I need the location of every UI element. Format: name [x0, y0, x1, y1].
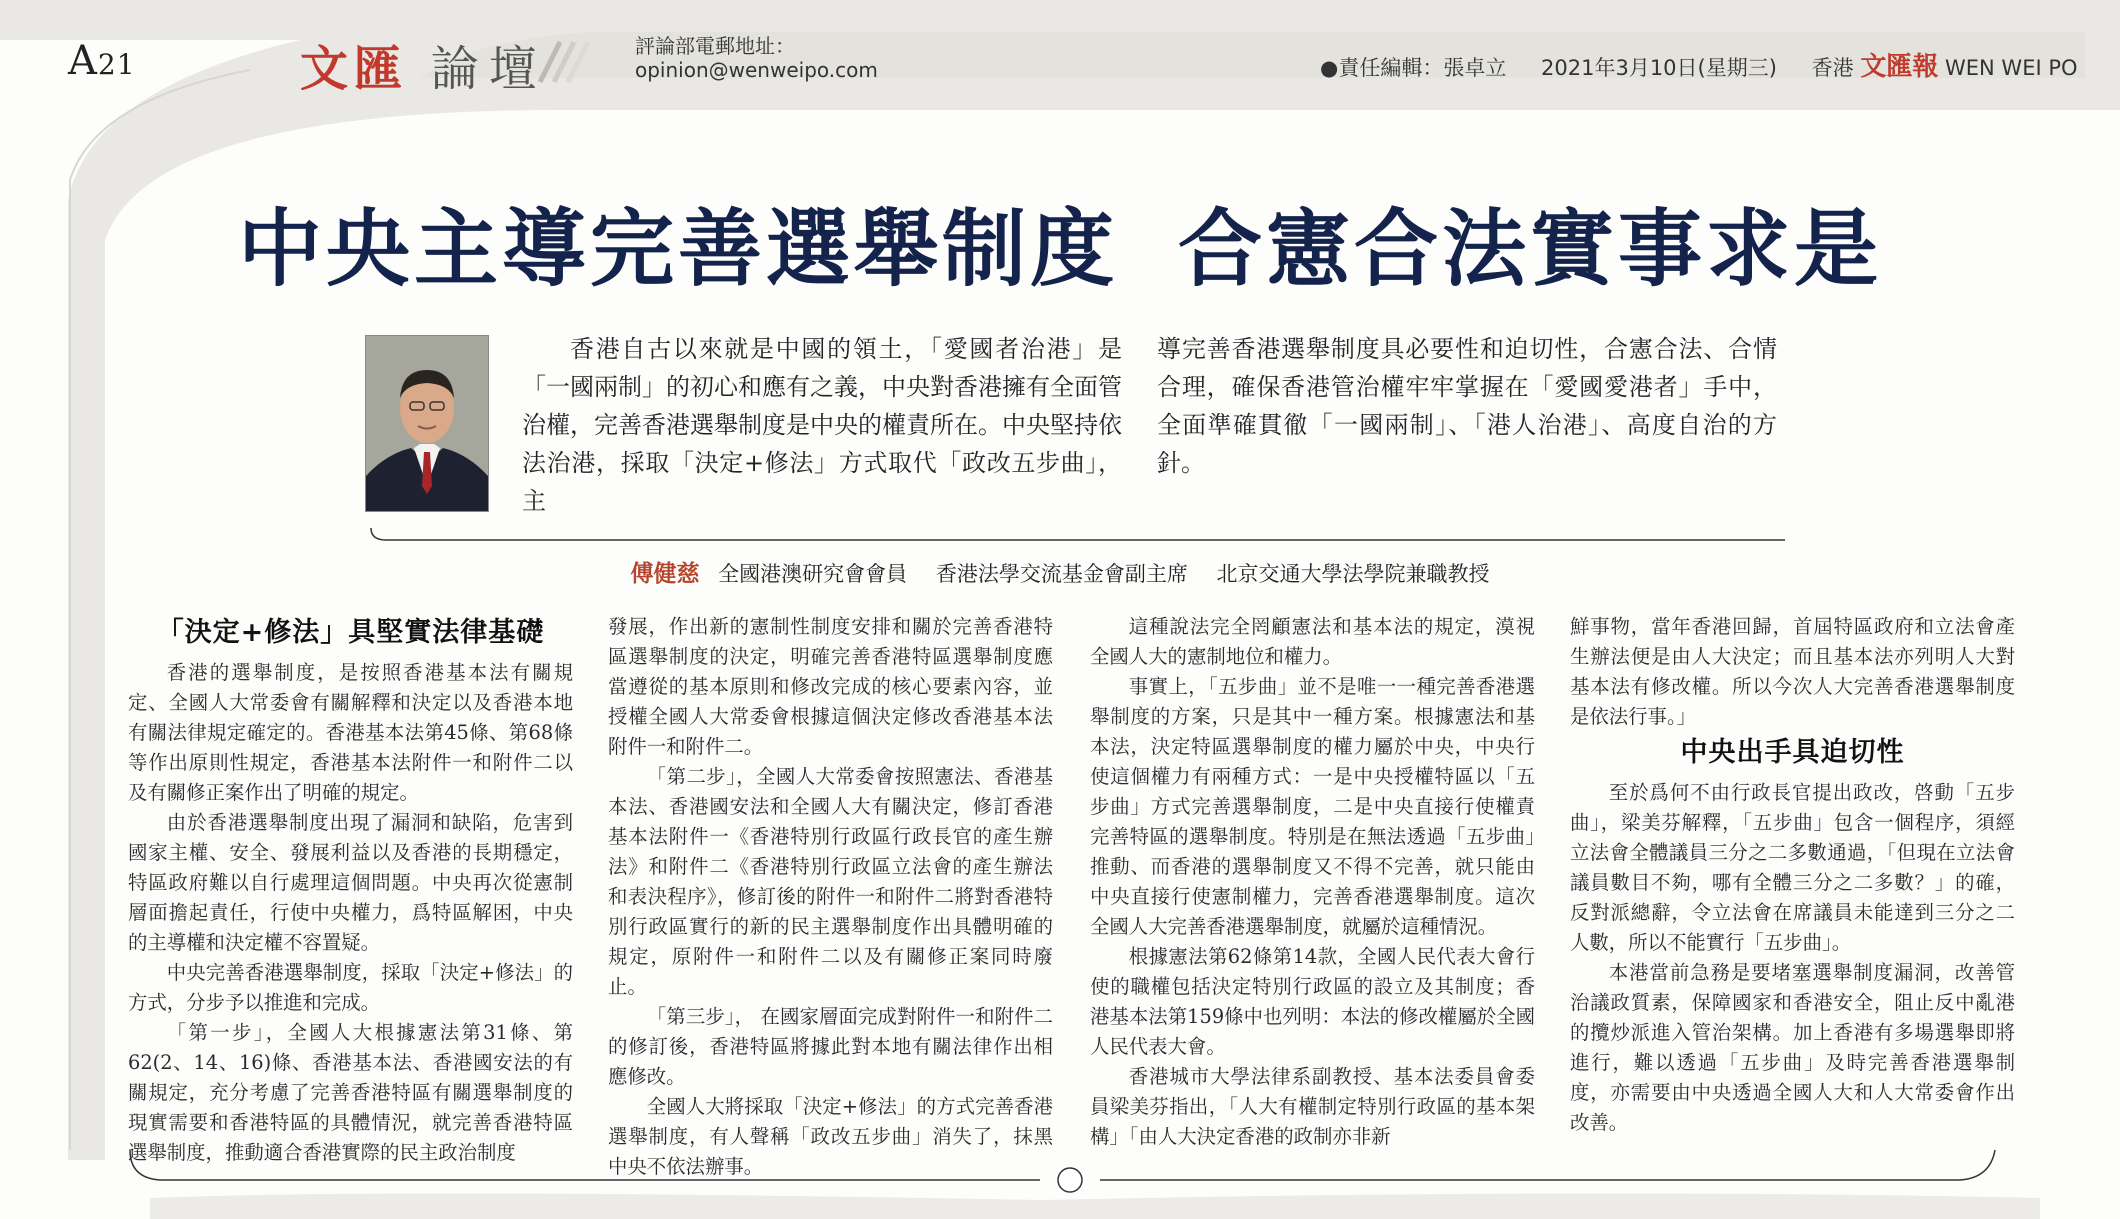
paragraph: 發展，作出新的憲制性制度安排和關於完善香港特區選舉制度的決定，明確完善香港特區選舉制度應當遵從的基本原則和修改完成的核心要素內容，並授權全國人大常委會根據這個決定修改香港基本法附件一和附件二。: [608, 615, 1053, 758]
email-label: 評論部電郵地址：: [635, 34, 795, 58]
author-title-3: 北京交通大學法學院兼職教授: [1216, 562, 1490, 586]
paragraph: 至於爲何不由行政長官提出政改，啓動「五步曲」，梁美芬解釋，「五步曲」包含一個程序，須經立法會全體議員三分之二多數通過，「但現在立法會議員數目不夠，哪有全體三分之二多數？」的確，反對派總辭，令立法會在席議員未能達到三分之二人數，所以不能實行「五步曲」。: [1570, 781, 2015, 954]
headline: [0, 182, 2120, 303]
section-logo: [300, 30, 547, 99]
paragraph: 根據憲法第62條第14款，全國人民代表大會行使的職權包括決定特別行政區的設立及其制度；香港基本法第159條中也列明：本法的修改權屬於全國人民代表大會。: [1090, 945, 1535, 1058]
intro-column-1: 香港自古以來就是中國的領土，「愛國者治港」是「一國兩制」的初心和應有之義，中央對香港擁有全面管治權，完善香港選舉制度是中央的權責所在。中央堅持依法治港，採取「決定+修法」方式取代「政改五步曲」，主: [522, 335, 1122, 515]
email-block: [635, 34, 878, 82]
paragraph: 「第三步」， 在國家層面完成對附件一和附件二的修訂後，香港特區將據此對本地有關法律作出相應修改。: [608, 1005, 1053, 1088]
paragraph: 「第一步」，全國人大根據憲法第31條、第62(2、14、16)條、香港基本法、香港國安法的有關規定，充分考慮了完善香港特區有關選舉制度的現實需要和香港特區的具體情況，就完善香港特區選舉制度，推動適合香港實際的民主政治制度: [128, 1021, 573, 1164]
article-column-1: [128, 612, 573, 1168]
paragraph: 香港城市大學法律系副教授、基本法委員會委員梁美芬指出，「人大有權制定特別行政區的基本架構」「由人大決定香港的政制亦非新: [1090, 1065, 1535, 1148]
section-logo-brand: 文匯: [300, 41, 409, 97]
paragraph: 這種說法完全罔顧憲法和基本法的規定，漠視全國人大的憲制地位和權力。: [1090, 615, 1535, 668]
subheading-legal-basis: 「決定+修法」具堅實法律基礎: [156, 617, 545, 648]
article-column-2: [608, 612, 1053, 1182]
author-title-2: 香港法學交流基金會副主席: [935, 562, 1188, 586]
paragraph: 全國人大將採取「決定+修法」的方式完善香港選舉制度，有人聲稱「政改五步曲」消失了，抹黑中央不依法辦事。: [608, 1095, 1053, 1178]
paragraph: 事實上，「五步曲」並不是唯一一種完善香港選舉制度的方案，只是其中一種方案。根據憲法和基本法，決定特區選舉制度的權力屬於中央，中央行使這個權力有兩種方式：一是中央授權特區以「五步曲」方式完善選舉制度，二是中央直接行使權責完善特區的選舉制度。特別是在無法透過「五步曲」推動、而香港的選舉制度又不得不完善，就只能由中央直接行使憲制權力，完善香港選舉制度。這次全國人大完善香港選舉制度，就屬於這種情況。: [1090, 675, 1535, 938]
intro-divider: [370, 528, 1785, 544]
header-stripes-icon: [530, 38, 610, 84]
paragraph: 中央完善香港選舉制度，採取「決定+修法」的方式，分步予以推進和完成。: [128, 961, 573, 1014]
portrait-image: [366, 336, 488, 511]
subheading-urgency: 中央出手具迫切性: [1680, 737, 1905, 768]
section-logo-title: 論壇: [430, 41, 547, 97]
paragraph: 香港的選舉制度，是按照香港基本法有關規定、全國人大常委會有關解釋和決定以及香港本地有關法律規定確定的。香港基本法第45條、第68條等作出原則性規定，香港基本法附件一和附件二以及有關修正案作出了明確的規定。: [128, 661, 573, 804]
paragraph: 鮮事物，當年香港回歸，首屆特區政府和立法會產生辦法便是由人大決定；而且基本法亦列明人大對基本法有修改權。所以今次人大完善香港選舉制度是依法行事。」: [1570, 615, 2015, 728]
article-column-3: [1090, 612, 1535, 1152]
issue-date: 2021年3月10日(星期三): [1541, 56, 1777, 80]
byline: [0, 555, 2120, 588]
paragraph: 由於香港選舉制度出現了漏洞和缺陷，危害到國家主權、安全、發展利益以及香港的長期穩定，特區政府難以自行處理這個問題。中央再次從憲制層面擔起責任，行使中央權力，爲特區解困，中央的主導權和決定權不容置疑。: [128, 811, 573, 954]
header-info: [1320, 46, 2078, 83]
author-title-1: 全國港澳研究會會員: [718, 562, 908, 586]
bottom-frame: [0, 1140, 2120, 1219]
paragraph: 本港當前急務是要堵塞選舉制度漏洞，改善管治議政質素，保障國家和香港安全，阻止反中亂港的攬炒派進入管治架構。加上香港有多場選舉即將進行，難以透過「五步曲」及時完善香港選舉制度，亦需要由中央透過全國人大和人大常委會作出改善。: [1570, 961, 2015, 1134]
article-column-4: [1570, 612, 2015, 1138]
email-address[interactable]: opinion@wenweipo.com: [635, 58, 878, 82]
page-number: [68, 38, 136, 84]
page-prefix: A: [68, 38, 98, 84]
editor-credit: ●責任編輯：張卓立: [1320, 56, 1507, 80]
headline-part2: 合憲合法實事求是: [1178, 199, 1883, 298]
paragraph: 「第二步」，全國人大常委會按照憲法、香港基本法、香港國安法和全國人大有關決定，修訂香港基本法附件一《香港特別行政區行政長官的產生辦法》和附件二《香港特別行政區立法會的產生辦法和表決程序》，修訂後的附件一和附件二將對香港特別行政區實行的新的民主選舉制度作出具體明確的規定，原附件一和附件二以及有關修正案同時廢止。: [608, 765, 1053, 998]
headline-part1: 中央主導完善選舉制度: [237, 199, 1118, 298]
page-number-value: 21: [97, 48, 136, 81]
author-photo: [365, 335, 489, 512]
brand-logo-en: WEN WEI PO: [1945, 56, 2078, 80]
brand-logo-cn: 文匯報: [1860, 52, 1939, 82]
location: 香港: [1811, 56, 1854, 80]
author-name: 傅健慈: [630, 561, 700, 587]
intro-column-2: 導完善香港選舉制度具必要性和迫切性，合憲合法、合情合理，確保香港管治權牢牢掌握在「愛國愛港者」手中，全面準確貫徹「一國兩制」、「港人治港」、高度自治的方針。: [1157, 335, 1777, 477]
